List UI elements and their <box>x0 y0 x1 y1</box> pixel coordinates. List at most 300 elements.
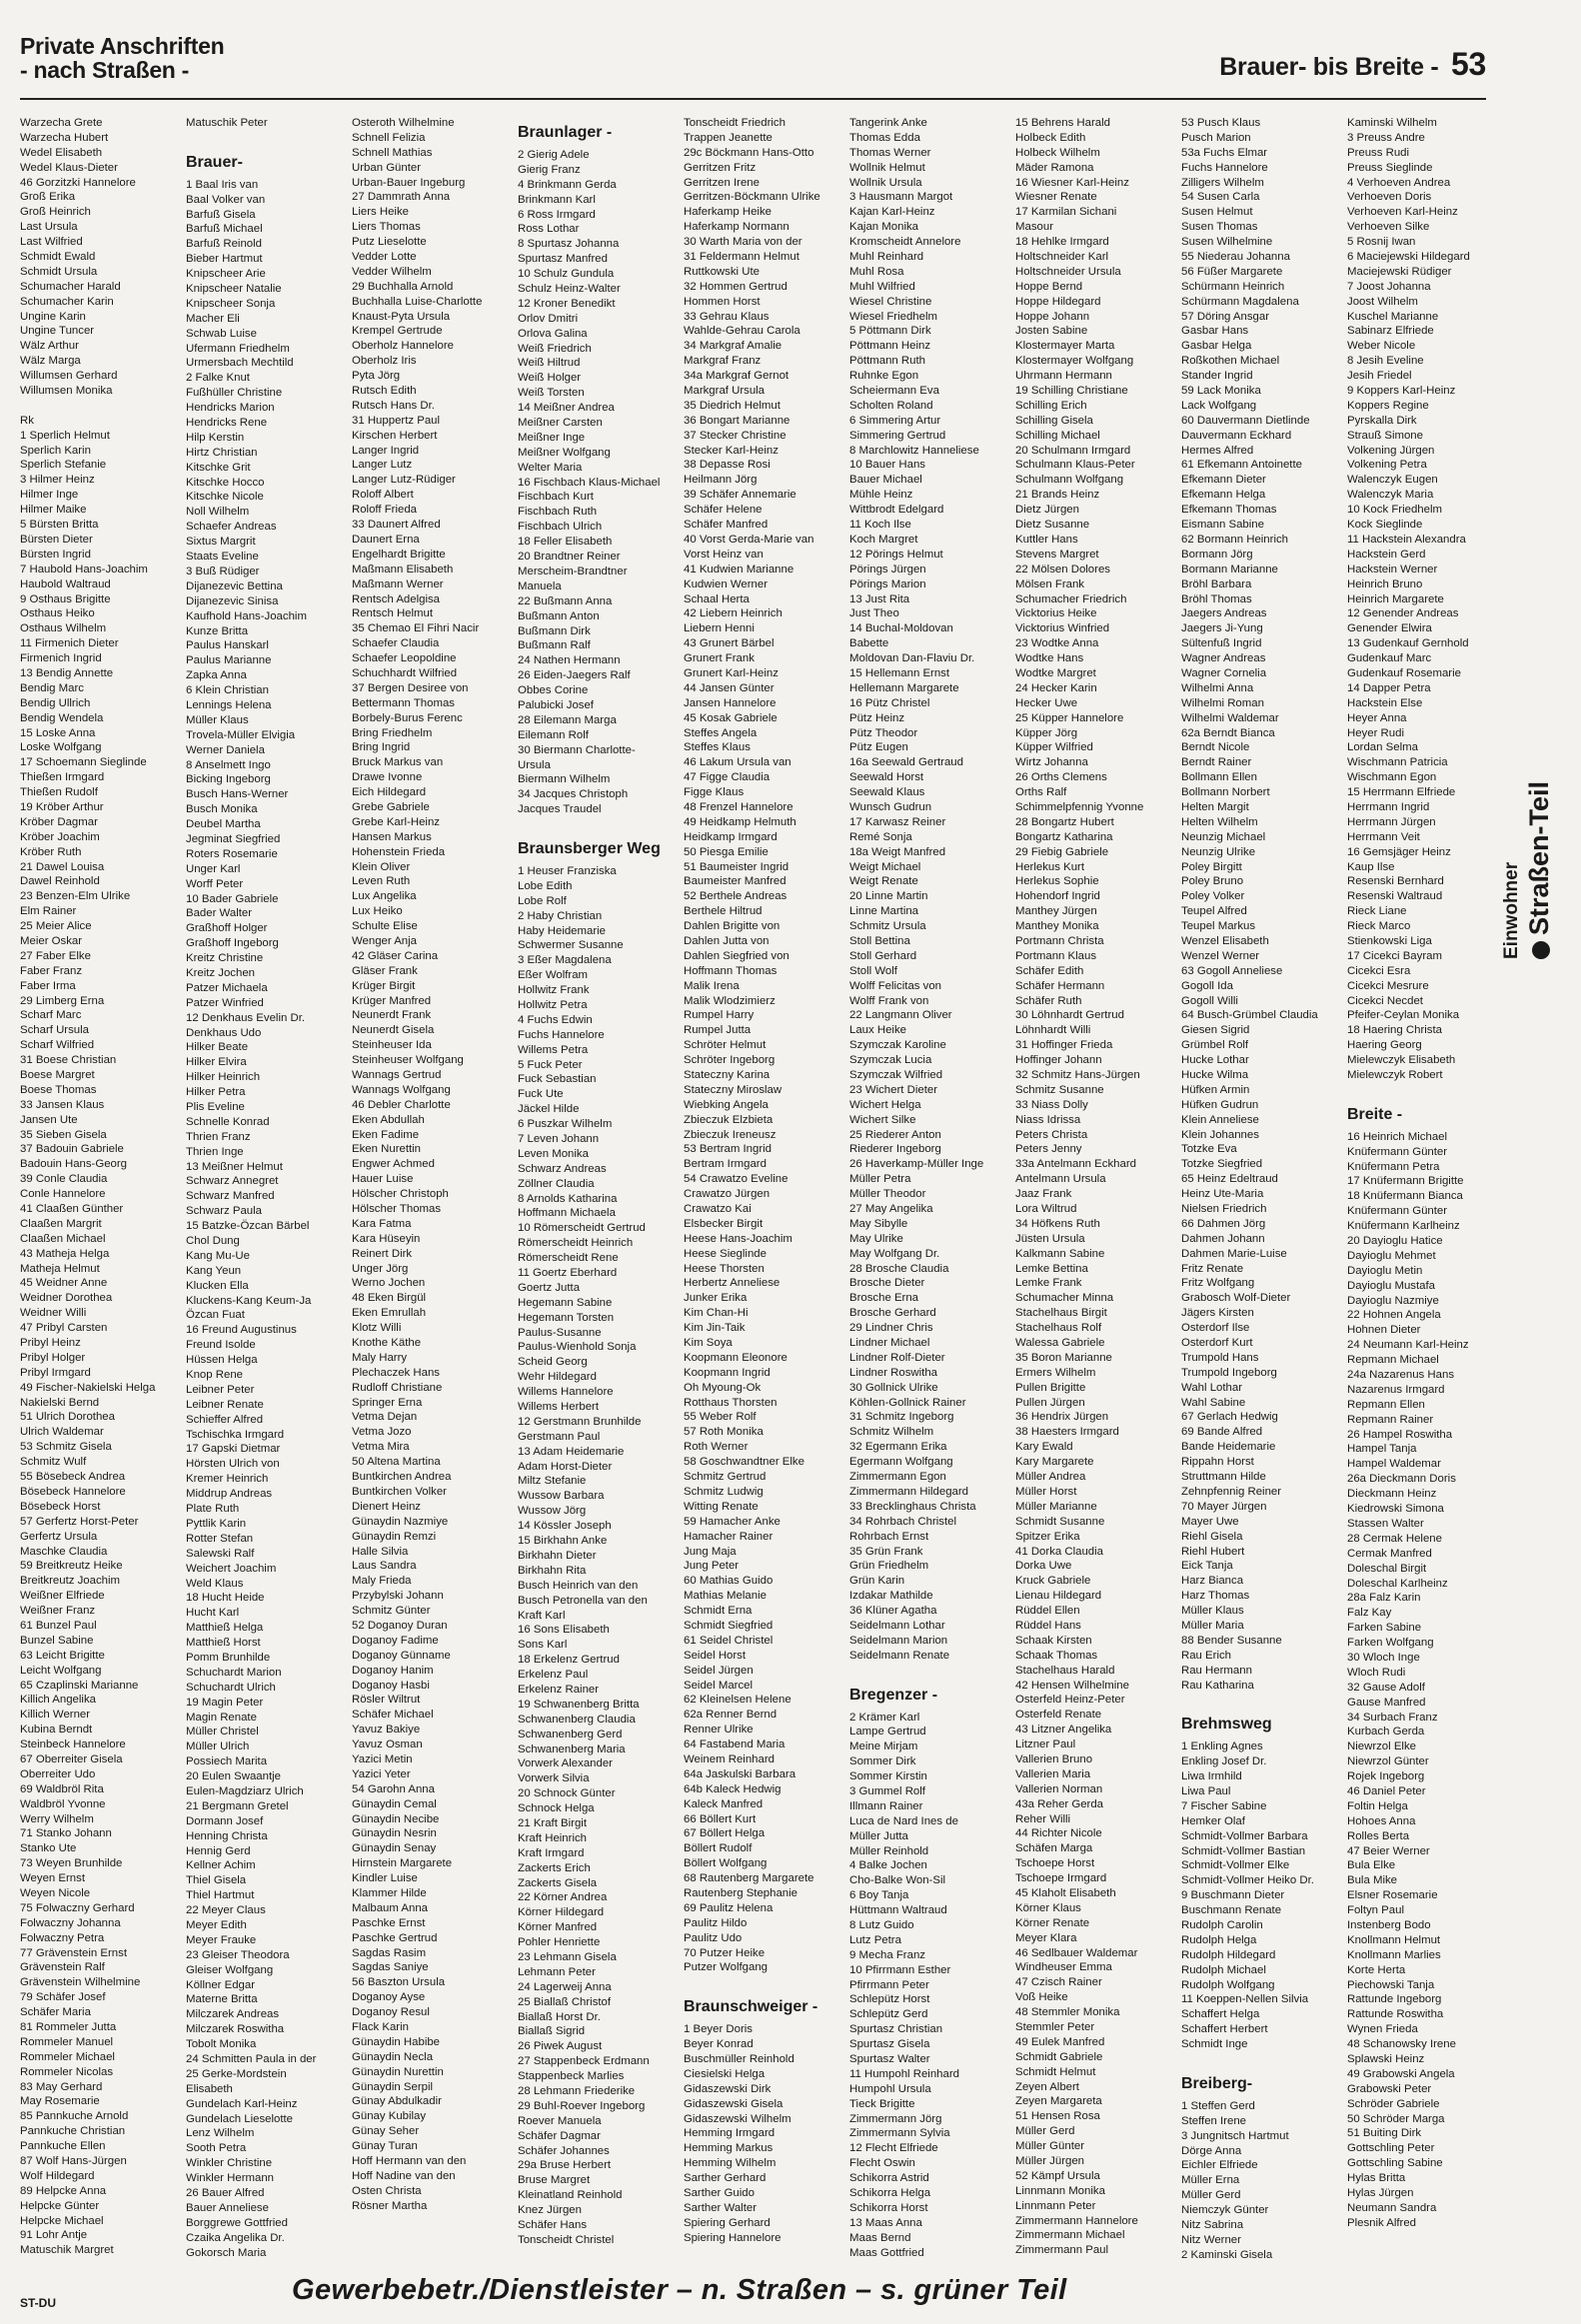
directory-column-9 <box>1347 116 1505 2244</box>
resident-entry: 34 Surbach Franz <box>1347 1711 1438 1724</box>
resident-entry: Orlov Dmitri <box>518 312 579 325</box>
resident-entry: 12 Pörings Helmut <box>849 548 943 561</box>
resident-entry: Rolles Berta <box>1347 1829 1410 1842</box>
resident-entry: Folwaczny Johanna <box>20 1916 121 1929</box>
resident-entry: Riederer Ingeborg <box>849 1143 941 1156</box>
resident-entry: Schaefer Claudia <box>352 637 440 650</box>
street-heading: Braunlager - <box>518 124 613 141</box>
resident-entry: Schaak Thomas <box>1015 1649 1098 1662</box>
resident-entry: 57 Gerfertz Horst-Peter <box>20 1515 139 1528</box>
resident-entry: 13 Gudenkauf Gernhold <box>1347 637 1469 650</box>
resident-entry: Bieber Hartmut <box>186 253 263 266</box>
resident-entry: Killich Werner <box>20 1709 91 1722</box>
resident-entry: Müller Andrea <box>1015 1471 1086 1484</box>
resident-entry: Weigt Renate <box>849 875 918 888</box>
resident-entry: 46 Gorzitzki Hannelore <box>20 176 136 189</box>
resident-entry: Rudolph Helga <box>1181 1933 1257 1946</box>
resident-entry: 45 Weidner Anne <box>20 1277 108 1290</box>
resident-entry: 30 Löhnhardt Gertrud <box>1015 1009 1124 1022</box>
resident-entry: Pribyl Holger <box>20 1351 86 1364</box>
resident-entry: Harz Thomas <box>1181 1590 1250 1603</box>
side-tab-title: Straßen-Teil <box>1524 780 1554 935</box>
resident-entry: Hoffmann Michaela <box>518 1207 616 1220</box>
resident-entry: Weiß Hiltrud <box>518 357 581 370</box>
resident-entry: Lindner Rolf-Dieter <box>849 1351 945 1364</box>
resident-entry: Bormann Marianne <box>1181 563 1278 576</box>
resident-entry: 11 Koeppen-Nellen Silvia <box>1181 1993 1309 2006</box>
resident-entry: Tschischka Irmgard <box>186 1428 285 1441</box>
resident-entry: Plate Ruth <box>186 1503 240 1516</box>
resident-entry: Rau Hermann <box>1181 1664 1252 1677</box>
resident-entry: Pyttlik Karin <box>186 1517 247 1530</box>
resident-entry: Sarther Guido <box>684 2187 755 2200</box>
resident-entry: Poley Volker <box>1181 890 1245 903</box>
header-rule <box>20 98 1486 100</box>
resident-entry: Voß Heike <box>1015 1991 1068 2004</box>
resident-entry: Weiß Friedrich <box>518 342 592 355</box>
resident-entry: 83 May Gerhard <box>20 2080 103 2093</box>
resident-entry: Teupel Markus <box>1181 920 1256 933</box>
resident-entry: Thrien Franz <box>186 1130 251 1143</box>
resident-entry: Buchhalla Luise-Charlotte <box>352 295 483 308</box>
resident-entry: Goertz Jutta <box>518 1281 581 1294</box>
resident-entry: Folwaczny Petra <box>20 1931 105 1944</box>
resident-entry: Leibner Renate <box>186 1398 264 1411</box>
resident-entry: 51 Hensen Rosa <box>1015 2110 1100 2123</box>
resident-entry: Knipscheer Sonja <box>186 297 276 310</box>
resident-entry: Grabowski Peter <box>1347 2082 1432 2095</box>
resident-entry: 44 Jansen Günter <box>684 681 775 694</box>
resident-entry: Kurbach Gerda <box>1347 1726 1425 1739</box>
resident-entry: Lienau Hildegard <box>1015 1590 1102 1603</box>
resident-entry: Egermann Wolfgang <box>849 1456 953 1469</box>
resident-entry: Helpcke Günter <box>20 2199 100 2212</box>
resident-entry: 25 Riederer Anton <box>849 1128 941 1141</box>
resident-entry: 2 Haby Christian <box>518 909 603 922</box>
resident-entry: 89 Helpcke Anna <box>20 2184 107 2197</box>
resident-entry: Humpohl Ursula <box>849 2082 931 2095</box>
resident-entry: Hilp Kerstin <box>186 431 245 444</box>
resident-entry: Kuttler Hans <box>1015 533 1078 546</box>
resident-entry: Riehl Hubert <box>1181 1545 1245 1558</box>
resident-entry: Roters Rosemarie <box>186 847 278 860</box>
resident-entry: Steffes Klaus <box>684 741 751 754</box>
resident-entry: Jansen Hannelore <box>684 696 777 709</box>
resident-entry: Haering Georg <box>1347 1039 1422 1052</box>
resident-entry: Hölscher Christoph <box>352 1188 449 1201</box>
resident-entry: Mölsen Frank <box>1015 578 1085 590</box>
resident-entry: 50 Altena Martina <box>352 1456 441 1469</box>
resident-entry: Biallaß Sigrid <box>518 2025 586 2038</box>
resident-entry: Klostermayer Wolfgang <box>1015 355 1134 368</box>
resident-entry: Schnock Helga <box>518 1802 595 1815</box>
resident-entry: Cicekci Mesrure <box>1347 979 1429 992</box>
resident-entry: Liebern Henni <box>684 622 755 635</box>
resident-entry: 31 Hoffinger Frieda <box>1015 1039 1113 1052</box>
resident-entry: 7 Haubold Hans-Joachim <box>20 563 148 576</box>
resident-entry: Biallaß Horst Dr. <box>518 2010 601 2023</box>
resident-entry: Wannags Gertrud <box>352 1069 442 1081</box>
resident-entry: Denkhaus Udo <box>186 1026 262 1039</box>
resident-entry: Brinkmann Karl <box>518 193 596 206</box>
resident-entry: Klucken Ella <box>186 1279 249 1292</box>
resident-entry: Leicht Wolfgang <box>20 1664 102 1677</box>
resident-entry: 3 Eßer Magdalena <box>518 954 612 967</box>
resident-entry: 51 Buiting Dirk <box>1347 2127 1422 2140</box>
resident-entry: Bollmann Ellen <box>1181 771 1257 784</box>
resident-entry: Kara Hüseyin <box>352 1232 421 1245</box>
resident-entry: Maly Frieda <box>352 1575 412 1588</box>
resident-entry: Kremer Heinrich <box>186 1473 269 1486</box>
resident-entry: 62 Kleinelsen Helene <box>684 1694 791 1707</box>
resident-entry: Rentsch Helmut <box>352 607 434 620</box>
resident-entry: Resenski Bernhard <box>1347 875 1444 888</box>
resident-entry: Bendig Marc <box>20 681 84 694</box>
resident-entry: Jung Maja <box>684 1545 737 1558</box>
resident-entry: 28 Brosche Claudia <box>849 1262 949 1275</box>
resident-entry: Schäfer Manfred <box>684 519 769 532</box>
resident-entry: Muhl Rosa <box>849 265 904 278</box>
resident-entry: Herrmann Veit <box>1347 830 1420 843</box>
resident-entry: Seewald Horst <box>849 771 924 784</box>
resident-entry: 43 Matheja Helga <box>20 1247 110 1260</box>
resident-entry: Lack Wolfgang <box>1181 399 1257 412</box>
resident-entry: Peters Christa <box>1015 1128 1088 1141</box>
resident-entry: Knüfermann Günter <box>1347 1145 1448 1158</box>
resident-entry: Schmitz Wilhelm <box>849 1426 934 1439</box>
resident-entry: Herlekus Kurt <box>1015 860 1085 873</box>
resident-entry: 63 Gogoll Anneliese <box>1181 964 1283 977</box>
resident-entry: Günaydin Nurettin <box>352 2065 444 2078</box>
resident-entry: Barfuß Reinold <box>186 238 262 251</box>
resident-entry: 24 Schmitten Paula in der <box>186 2053 317 2065</box>
resident-entry: Preuss Sieglinde <box>1347 161 1433 174</box>
resident-entry: Matthieß Helga <box>186 1622 264 1635</box>
resident-entry: 19 Schilling Christiane <box>1015 385 1128 398</box>
resident-entry: Meißner Carsten <box>518 417 603 430</box>
resident-entry: Knop Rene <box>186 1369 243 1382</box>
resident-entry: Zackerts Gisela <box>518 1876 598 1889</box>
resident-entry: Malik Wlodzimierz <box>684 994 776 1007</box>
resident-entry: Vetma Jozo <box>352 1426 412 1439</box>
resident-entry: Hüfken Gudrun <box>1181 1098 1259 1111</box>
resident-entry: Krüger Birgit <box>352 979 416 992</box>
resident-entry: Wittbrodt Edelgard <box>849 504 944 517</box>
resident-entry: Busch Petronella van den <box>518 1594 648 1607</box>
resident-entry: 18 Feller Elisabeth <box>518 536 613 549</box>
resident-entry: 13 Adam Heidemarie <box>518 1445 625 1458</box>
resident-entry: Magin Renate <box>186 1711 257 1724</box>
resident-entry: Rudolph Wolfgang <box>1181 1978 1275 1991</box>
resident-entry: Weidner Dorothea <box>20 1292 113 1305</box>
resident-entry: Pribyl Heinz <box>20 1337 81 1350</box>
directory-column-7 <box>1015 116 1173 2257</box>
resident-entry: Schlepütz Gerd <box>849 2008 928 2021</box>
directory-column-2 <box>186 116 344 2259</box>
resident-entry: Zimmermann Egon <box>849 1471 946 1484</box>
resident-entry: Schwanenberg Gerd <box>518 1728 623 1741</box>
footer-code: ST-DU <box>20 2296 56 2310</box>
resident-entry: Pomm Brunhilde <box>186 1651 271 1664</box>
resident-entry: Moldovan Dan-Flaviu Dr. <box>849 652 975 665</box>
resident-entry: Rutsch Hans Dr. <box>352 399 435 412</box>
resident-entry: Knüfermann Günter <box>1347 1205 1448 1218</box>
resident-entry: Palubicki Josef <box>518 698 594 711</box>
resident-entry: 15 Loske Anna <box>20 726 96 739</box>
resident-entry: 17 Gapski Dietmar <box>186 1443 281 1456</box>
resident-entry: 27 Stappenbeck Erdmann <box>518 2055 650 2068</box>
resident-entry: 21 Brands Heinz <box>1015 489 1100 502</box>
resident-entry: Günaydin Serpil <box>352 2080 434 2093</box>
resident-entry: Schäfer Johannes <box>518 2144 610 2157</box>
resident-entry: Neumann Sandra <box>1347 2201 1437 2214</box>
resident-entry: Wahlde-Gehrau Carola <box>684 325 800 338</box>
resident-entry: Jaegers Ji-Yung <box>1181 622 1263 635</box>
resident-entry: Sarther Gerhard <box>684 2172 767 2185</box>
resident-entry: Yazici Yeter <box>352 1767 411 1780</box>
resident-entry: Trumpold Ingeborg <box>1181 1366 1277 1379</box>
resident-entry: Instenberg Bodo <box>1347 1918 1431 1931</box>
resident-entry: 70 Putzer Heike <box>684 1946 766 1959</box>
resident-entry: Mayer Uwe <box>1181 1515 1239 1528</box>
resident-entry: Wloch Rudi <box>1347 1666 1406 1679</box>
resident-entry: 6 Ross Irmgard <box>518 208 596 221</box>
resident-entry: Koopmann Eleonore <box>684 1351 788 1364</box>
resident-entry: Eken Fadime <box>352 1128 420 1141</box>
resident-entry: Just Theo <box>849 607 899 620</box>
resident-entry: Matuschik Margret <box>20 2244 114 2257</box>
resident-entry: Mielewczyk Robert <box>1347 1069 1443 1081</box>
resident-entry: Schaefer Leopoldine <box>352 652 457 665</box>
resident-entry: Rippahn Horst <box>1181 1456 1254 1469</box>
resident-entry: Wiesner Renate <box>1015 191 1097 204</box>
resident-entry: Lennings Helena <box>186 698 272 711</box>
resident-entry: Müller Horst <box>1015 1485 1077 1498</box>
resident-entry: Gasbar Helga <box>1181 340 1252 353</box>
resident-entry: Rudolph Hildegard <box>1181 1948 1276 1961</box>
resident-entry: Heese Sieglinde <box>684 1247 767 1260</box>
resident-entry: 33 Jansen Klaus <box>20 1098 105 1111</box>
resident-entry: 3 Buß Rüdiger <box>186 565 260 578</box>
resident-entry: 15 Behrens Harald <box>1015 117 1110 129</box>
resident-entry: 29 Fiebig Gabriele <box>1015 845 1109 858</box>
resident-entry: Matthieß Horst <box>186 1637 261 1650</box>
resident-entry: Oberholz Hannelore <box>352 340 454 353</box>
resident-entry: Worff Peter <box>186 877 244 890</box>
resident-entry: 50 Piesga Emilie <box>684 845 769 858</box>
resident-entry: Czaika Angelika Dr. <box>186 2231 285 2244</box>
resident-entry: Dorka Uwe <box>1015 1560 1072 1573</box>
resident-entry: Seidelmann Renate <box>849 1649 950 1662</box>
resident-entry: 11 Koch Ilse <box>849 519 911 532</box>
resident-entry: 17 Knüfermann Brigitte <box>1347 1175 1464 1188</box>
resident-entry: Roloff Albert <box>352 489 414 502</box>
resident-entry: Müller Theodor <box>849 1188 926 1201</box>
resident-entry: Doganoy Hasbi <box>352 1679 430 1692</box>
resident-entry: Müller Ulrich <box>186 1741 250 1753</box>
resident-entry: Unger Jörg <box>352 1262 409 1275</box>
resident-entry: Ermers Wilhelm <box>1015 1366 1096 1379</box>
resident-entry: Jüsten Ursula <box>1015 1232 1085 1245</box>
resident-entry: Bertram Irmgard <box>684 1158 767 1171</box>
resident-entry: 5 Rosnij Iwan <box>1347 236 1416 249</box>
resident-entry: 18 Hucht Heide <box>186 1592 265 1605</box>
resident-entry: Stecker Karl-Heinz <box>684 444 779 457</box>
resident-entry: 26 Bauer Alfred <box>186 2187 265 2200</box>
resident-entry: Spiering Gerhard <box>684 2216 771 2229</box>
resident-entry: 25 Biallaß Christof <box>518 1995 612 2008</box>
resident-entry: Faber Franz <box>20 964 83 977</box>
resident-entry: 20 Eulen Swaantje <box>186 1770 281 1783</box>
resident-entry: Busch Hans-Werner <box>186 788 289 801</box>
resident-entry: Rojek Ingeborg <box>1347 1770 1425 1783</box>
resident-entry: 35 Diedrich Helmut <box>684 399 781 412</box>
resident-entry: Dahlen Siegfried von <box>684 949 790 962</box>
resident-entry: Wilhelmi Anna <box>1181 681 1254 694</box>
resident-entry: Wenzel Werner <box>1181 949 1260 962</box>
resident-entry: Enkling Josef Dr. <box>1181 1755 1267 1768</box>
resident-entry: Efkemann Helga <box>1181 489 1266 502</box>
resident-entry: Paulus Hanskarl <box>186 639 269 652</box>
resident-entry: Weigt Michael <box>849 860 921 873</box>
resident-entry: 22 Mölsen Dolores <box>1015 563 1110 576</box>
resident-entry: 24 Hecker Karin <box>1015 681 1097 694</box>
resident-entry: Gudenkauf Marc <box>1347 652 1432 665</box>
resident-entry: Grunert Frank <box>684 652 755 665</box>
resident-entry: 65 Heinz Edeltraud <box>1181 1173 1278 1186</box>
resident-entry: Breitkreutz Joachim <box>20 1575 121 1588</box>
resident-entry: 26 Orths Clemens <box>1015 771 1107 784</box>
resident-entry: Renner Ulrike <box>684 1724 754 1737</box>
resident-entry: 26 Hampel Roswitha <box>1347 1428 1453 1441</box>
resident-entry: Doganoy Hanim <box>352 1664 434 1677</box>
resident-entry: Niewrzol Günter <box>1347 1755 1429 1768</box>
resident-entry: 1 Heuser Franziska <box>518 864 617 877</box>
resident-entry: 37 Badouin Gabriele <box>20 1143 124 1156</box>
resident-entry: Hemker Olaf <box>1181 1814 1245 1827</box>
resident-entry: Rommeler Manuel <box>20 2035 114 2048</box>
resident-entry: Niewrzol Elke <box>1347 1741 1416 1753</box>
resident-entry: 24 Neumann Karl-Heinz <box>1347 1339 1469 1352</box>
resident-entry: Klein Anneliese <box>1181 1113 1259 1126</box>
resident-entry: Gidaszewski Wilhelm <box>684 2112 791 2125</box>
resident-entry: Wiebking Angela <box>684 1098 769 1111</box>
resident-entry: 11 Humpohl Reinhard <box>849 2067 959 2080</box>
resident-entry: 53 Schmitz Gisela <box>20 1441 112 1454</box>
resident-entry: Rommeler Michael <box>20 2050 115 2063</box>
resident-entry: Maßmann Elisabeth <box>352 563 454 576</box>
resident-entry: Neunzig Ulrike <box>1181 845 1256 858</box>
resident-entry: Bring Friedhelm <box>352 726 433 739</box>
resident-entry: Rattunde Roswitha <box>1347 2008 1444 2021</box>
resident-entry: Rumpel Harry <box>684 1009 755 1022</box>
resident-entry: 17 Karmilan Sichani <box>1015 206 1117 219</box>
resident-entry: Stachelhaus Rolf <box>1015 1322 1102 1335</box>
resident-entry: 50 Schröder Marga <box>1347 2112 1445 2125</box>
resident-entry: Hilmer Inge <box>20 489 79 502</box>
resident-entry: Krüger Manfred <box>352 994 432 1007</box>
resident-entry: 62 Bormann Heinrich <box>1181 533 1288 546</box>
resident-entry: Babette <box>849 637 889 650</box>
resident-entry: Jegminat Siegfried <box>186 832 281 845</box>
resident-entry: 37 Stecker Christine <box>684 429 787 442</box>
resident-entry: Lobe Edith <box>518 879 573 892</box>
resident-entry: 75 Folwaczny Gerhard <box>20 1901 135 1914</box>
resident-entry: Stevens Margret <box>1015 548 1099 561</box>
resident-entry: Köllner Edgar <box>186 1978 256 1991</box>
resident-entry: 21 Dawel Louisa <box>20 860 105 873</box>
resident-entry: Schumacher Minna <box>1015 1292 1114 1305</box>
resident-entry: Pannkuche Christian <box>20 2125 126 2138</box>
resident-entry: Thomas Edda <box>849 131 920 144</box>
resident-entry: Kajan Karl-Heinz <box>849 206 935 219</box>
resident-entry: Orths Ralf <box>1015 786 1067 799</box>
resident-entry: Wolff Felicitas von <box>849 979 942 992</box>
resident-entry: Schnell Felizia <box>352 131 426 144</box>
resident-entry: Hüssen Helga <box>186 1354 258 1367</box>
resident-entry: Jaegers Andreas <box>1181 607 1267 620</box>
resident-entry: 54 Crawatzo Eveline <box>684 1173 789 1186</box>
resident-entry: Steffes Angela <box>684 726 758 739</box>
resident-entry: Boese Margret <box>20 1069 95 1081</box>
resident-entry: 16 Fischbach Klaus-Michael <box>518 476 661 489</box>
resident-entry: Dauvermann Eckhard <box>1181 429 1292 442</box>
resident-entry: 47 Beier Werner <box>1347 1844 1430 1857</box>
resident-entry: Przybylski Johann <box>352 1590 444 1603</box>
resident-entry: 52 Kämpf Ursula <box>1015 2169 1100 2182</box>
resident-entry: Gottschling Peter <box>1347 2142 1435 2155</box>
resident-entry: Müller Klaus <box>1181 1605 1244 1618</box>
resident-entry: Liers Heike <box>352 206 409 219</box>
resident-entry: Hegemann Sabine <box>518 1296 613 1309</box>
resident-entry: Fuchs Hannelore <box>518 1028 605 1041</box>
resident-entry: Pribyl Irmgard <box>20 1366 91 1379</box>
resident-entry: Günaydin Cemal <box>352 1797 437 1810</box>
resident-entry: Bürsten Dieter <box>20 533 93 546</box>
resident-entry: Daunert Erna <box>352 533 420 546</box>
resident-entry: 36 Klüner Agatha <box>849 1605 937 1618</box>
resident-entry: Körner Hildegard <box>518 1906 605 1919</box>
resident-entry: Boese Thomas <box>20 1083 97 1096</box>
resident-entry: Rau Erich <box>1181 1649 1232 1662</box>
directory-column-1 <box>20 116 178 2257</box>
resident-entry: Hilker Heinrich <box>186 1071 261 1084</box>
resident-entry: Obbes Corine <box>518 684 589 697</box>
resident-entry: Knaust-Pyta Ursula <box>352 310 451 323</box>
resident-entry: 64 Busch-Grümbel Claudia <box>1181 1009 1318 1022</box>
resident-entry: 54 Garohn Anna <box>352 1782 435 1795</box>
resident-entry: 8 Spurtasz Johanna <box>518 238 620 251</box>
resident-entry: 17 Karwasz Reiner <box>849 815 946 828</box>
resident-entry: Scheid Georg <box>518 1356 588 1369</box>
resident-entry: Müller Marianne <box>1015 1500 1097 1513</box>
resident-entry: Kary Ewald <box>1015 1441 1073 1454</box>
resident-entry: 1 Sperlich Helmut <box>20 429 110 442</box>
resident-entry: Rattunde Ingeborg <box>1347 1993 1442 2006</box>
resident-entry: Müller Erna <box>1181 2174 1240 2187</box>
resident-entry: Urmersbach Mechtild <box>186 357 294 370</box>
resident-entry: Nitz Sabrina <box>1181 2219 1244 2232</box>
resident-entry: 3 Preuss Andre <box>1347 131 1425 144</box>
resident-entry: Rotter Stefan <box>186 1532 254 1545</box>
resident-entry: Tobolt Monika <box>186 2038 257 2051</box>
resident-entry: Miltz Stefanie <box>518 1475 587 1488</box>
resident-entry: Liwa Paul <box>1181 1784 1231 1797</box>
resident-entry: Erkelenz Rainer <box>518 1683 600 1696</box>
resident-entry: Schmidt-Vollmer Elke <box>1181 1859 1290 1872</box>
resident-entry: Dietz Susanne <box>1015 519 1090 532</box>
resident-entry: Urban Günter <box>352 161 422 174</box>
